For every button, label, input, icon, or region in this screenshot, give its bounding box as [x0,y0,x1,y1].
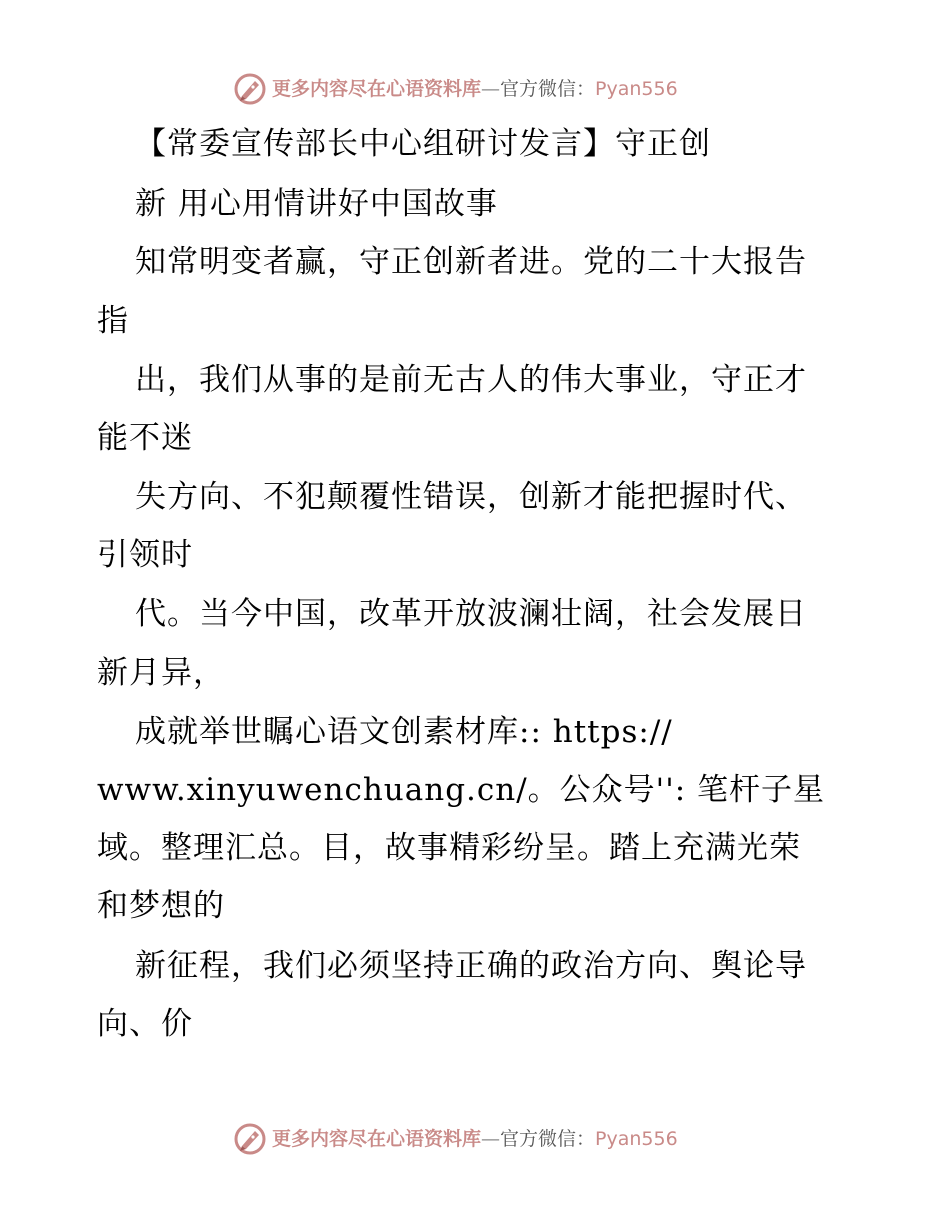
document-title-line-2: 新 用心用情讲好中国故事 [135,186,498,222]
paragraph-line: 能不迷 [97,420,193,456]
pen-nib-logo-icon [233,72,267,106]
banner-dash: — [481,1128,501,1150]
paragraph-line: 成就举世瞩心语文创素材库:: https:// [135,714,673,750]
header-banner [0,70,950,110]
banner-official: 官方微信： [500,78,596,100]
document-title-line-1: 【常委宣传部长中心组研讨发言】守正创 [135,126,711,162]
paragraph-line: 域。整理汇总。目，故事精彩纷呈。踏上充满光荣 [97,830,801,866]
pen-nib-logo-icon [233,1122,267,1156]
banner-brand: 更多内容尽在心语资料库 [272,1128,482,1150]
banner-dash: — [481,78,501,100]
banner-text [272,77,678,101]
banner-brand: 更多内容尽在心语资料库 [272,78,482,100]
paragraph-line: 引领时 [97,537,193,573]
banner-text [272,1127,678,1151]
paragraph-line: 失方向、不犯颠覆性错误，创新才能把握时代、 [135,479,807,515]
paragraph-line: 新征程，我们必须坚持正确的政治方向、舆论导 [135,948,807,984]
banner-wechat-id: Pyan556 [595,1128,678,1150]
paragraph-line: 知常明变者赢，守正创新者进。党的二十大报告 [135,244,807,280]
paragraph-line: 出，我们从事的是前无古人的伟大事业，守正才 [135,362,807,398]
paragraph-line: 和梦想的 [97,888,225,924]
paragraph-line: www.xinyuwenchuang.cn/。公众号'': 笔杆子星 [97,772,826,808]
paragraph-line: 新月异， [97,655,225,691]
banner-official: 官方微信： [500,1128,596,1150]
footer-banner [0,1120,950,1160]
banner-wechat-id: Pyan556 [595,78,678,100]
paragraph-line: 代。当今中国，改革开放波澜壮阔，社会发展日 [135,596,807,632]
paragraph-line: 向、价 [97,1006,193,1042]
paragraph-line: 指 [97,303,129,339]
